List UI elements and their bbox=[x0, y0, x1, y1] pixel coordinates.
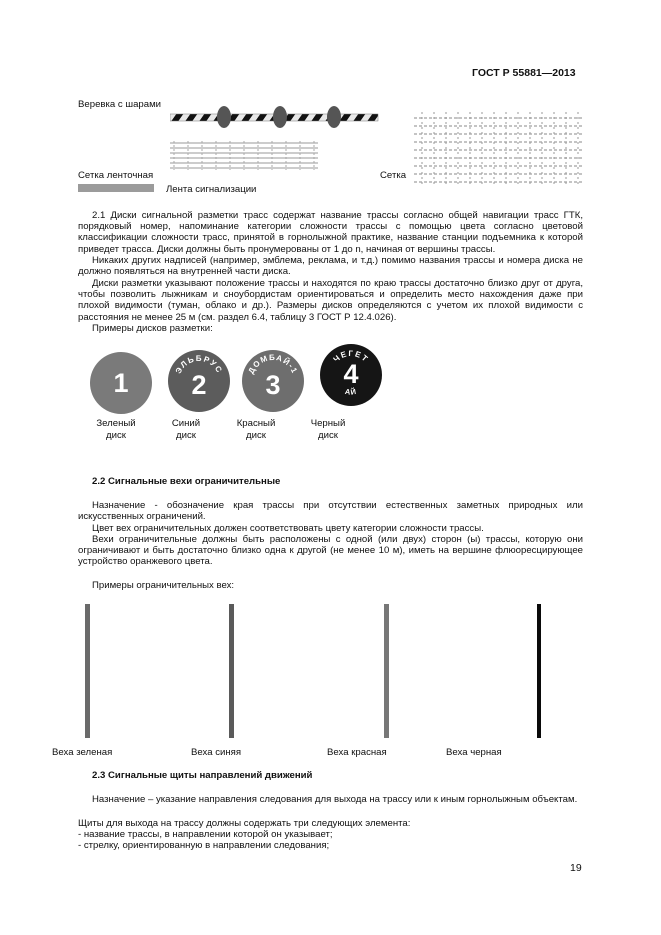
signal-tape-swatch bbox=[78, 184, 154, 192]
rope-label: Веревка с шарами bbox=[78, 99, 162, 110]
section-2-2-paragraph-2: Цвет вех ограничительных должен соответствовать цвету категории сложности трассы. bbox=[92, 523, 484, 534]
mesh-image bbox=[414, 112, 582, 184]
pole-caption: Веха зеленая bbox=[52, 747, 113, 758]
disc-caption bbox=[228, 418, 284, 442]
discs-examples-title: Примеры дисков разметки: bbox=[92, 323, 213, 334]
rope-with-balls-image bbox=[170, 103, 380, 131]
disc-top-text: ЧЕГЕТ bbox=[331, 348, 371, 365]
black-disc bbox=[320, 344, 382, 406]
signal-tape-label: Лента сигнализации bbox=[166, 184, 257, 195]
section-2-1-paragraph-3: Диски разметки указывают положение трассы и находятся по краю трассы достаточно близко друг от друга, чтобы позволить лыжникам и сноубордистам ориентироваться и определить место нахождения даже при плохой видимости (туман, облако и др.). Размеры дисков определяются с учетом их плохой видимости с расстояния не менее 25 м (см. раздел 6.4, таблицу 3 ГОСТ Р 12.4.026). bbox=[78, 278, 583, 323]
caption-line: диск bbox=[106, 430, 126, 441]
disc-number: 2 bbox=[191, 370, 207, 400]
section-2-3-list-item: - стрелку, ориентированную в направлении следования; bbox=[78, 840, 330, 851]
caption-line: диск bbox=[246, 430, 266, 441]
green-pole bbox=[85, 604, 90, 738]
disc-caption bbox=[86, 418, 146, 442]
mesh-label: Сетка bbox=[380, 170, 407, 181]
caption-line: Черный bbox=[310, 418, 346, 429]
page-number: 19 bbox=[570, 862, 582, 874]
red-pole bbox=[384, 604, 389, 738]
pole-caption: Веха черная bbox=[446, 747, 502, 758]
tape-mesh-label: Сетка ленточная bbox=[78, 170, 154, 181]
disc-number: 4 bbox=[343, 359, 359, 389]
disc-bottom-text: АЙ bbox=[344, 386, 358, 397]
disc-caption bbox=[300, 418, 356, 442]
red-disc bbox=[242, 350, 304, 412]
blue-disc bbox=[168, 350, 230, 412]
section-2-3-paragraph-2: Щиты для выхода на трассу должны содержать три следующих элемента: bbox=[78, 818, 411, 829]
poles-examples-title: Примеры ограничительных вех: bbox=[92, 580, 235, 591]
disc-caption bbox=[158, 418, 214, 442]
disc-number: 3 bbox=[265, 370, 281, 400]
section-2-3-heading: 2.3 Сигнальные щиты направлений движений bbox=[92, 770, 313, 781]
caption-line: диск bbox=[176, 430, 196, 441]
section-2-2-heading: 2.2 Сигнальные вехи ограничительные bbox=[92, 476, 281, 487]
caption-line: диск bbox=[318, 430, 338, 441]
caption-line: Зеленый bbox=[96, 418, 136, 429]
caption-line: Красный bbox=[236, 418, 276, 429]
tape-mesh-image bbox=[170, 141, 318, 170]
section-2-2-paragraph-3: Вехи ограничительные должны быть расположены с одной (или двух) сторон (ы) трассы, которую они ограничивают и быть достаточно близко одна к другой (не менее 10 м), иметь на вершине флюоресцирующее устройство оранжевого цвета. bbox=[78, 534, 583, 568]
black-pole bbox=[537, 604, 541, 738]
pole-caption: Веха красная bbox=[327, 747, 387, 758]
disc-number: 1 bbox=[113, 368, 129, 398]
green-disc bbox=[90, 352, 152, 414]
blue-pole bbox=[229, 604, 234, 738]
section-2-2-paragraph-1: Назначение - обозначение края трассы при отсутствии естественных заметных природных или искусственных ограничений. bbox=[78, 500, 583, 523]
pole-caption: Веха синяя bbox=[191, 747, 242, 758]
disc-top-text: ЭЛЬБРУС bbox=[173, 353, 225, 376]
caption-line: Синий bbox=[171, 418, 201, 429]
standard-number: ГОСТ Р 55881—2013 bbox=[472, 67, 576, 79]
disc-top-text: ДОМБАЙ-1 bbox=[246, 352, 300, 376]
section-2-3-paragraph-1: Назначение – указание направления следования для выхода на трассу или к иным горнолыжным объектам. bbox=[92, 794, 578, 805]
section-2-1-paragraph-1: 2.1 Диски сигнальной разметки трасс содержат название трассы согласно общей навигации трасс ГТК, порядковый номер, напоминание категории сложности трассы с помощью цвета согласно цветовой классификации сложности трасс, принятой в горнолыжной практике, название станции подъемника к которой приведет трасса. Диски должны быть пронумерованы от 1 до n, начиная от вершины трассы. bbox=[78, 210, 583, 255]
section-2-1-paragraph-2: Никаких других надписей (например, эмблема, реклама, и т.д.) помимо названия трассы и номера диска не должно появляться на внутренней части диска. bbox=[78, 255, 583, 278]
section-2-3-list-item: - название трассы, в направлении которой он указывает; bbox=[78, 829, 333, 840]
